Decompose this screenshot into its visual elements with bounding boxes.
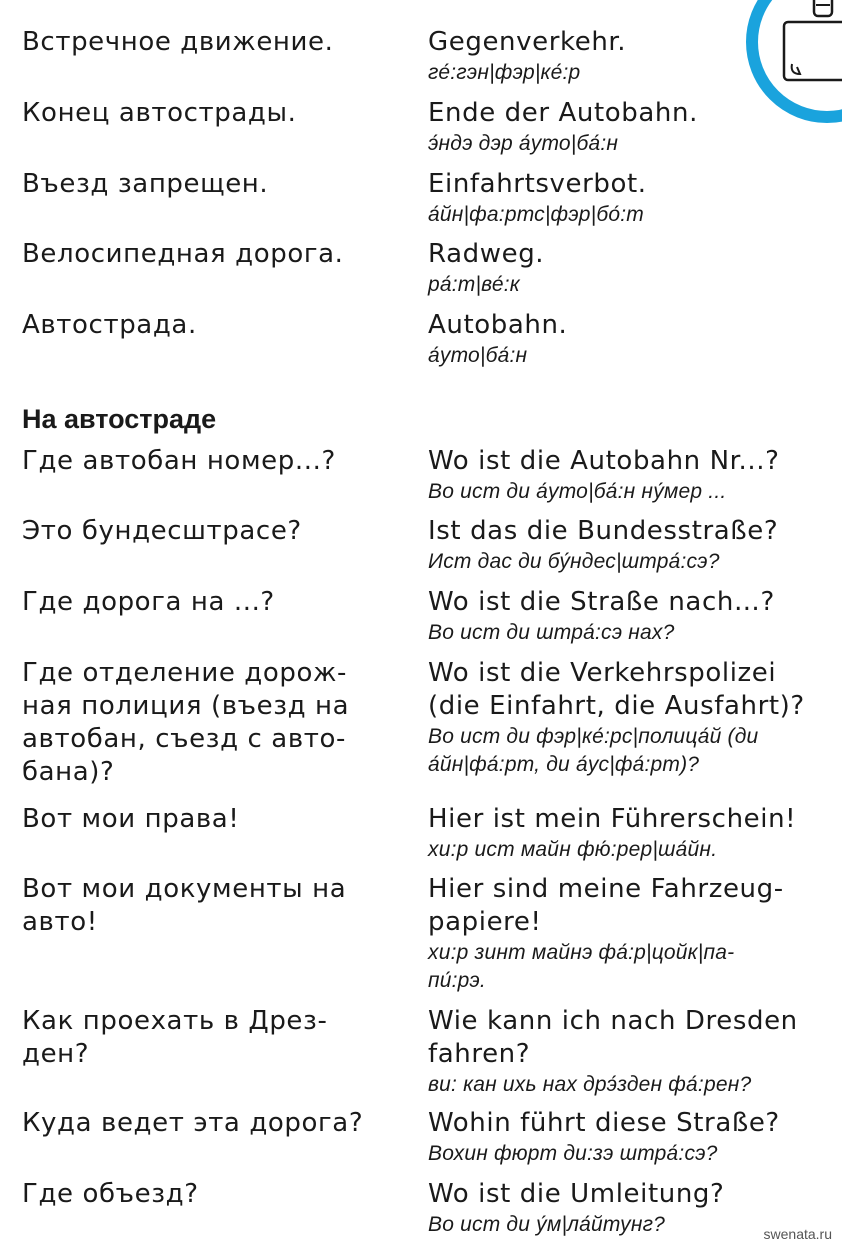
russian-phrase: Как проехать в Дрез- ден?	[22, 1006, 328, 1069]
german-phrase	[428, 873, 838, 995]
pronunciation: Во ист ди а́уто|ба́:н ну́мер ...	[428, 480, 727, 503]
german-text: Wo ist die Verkehrspolizei (die Einfahrt, die Ausfahrt)?	[428, 658, 805, 721]
pronunciation: Во ист ди штра́:сэ нах?	[428, 621, 675, 644]
russian-phrase: Автострада.	[22, 310, 197, 340]
pronunciation: Во ист ди у́м|ла́йтунг?	[428, 1213, 666, 1236]
russian-phrase: Это бундесштрасе?	[22, 516, 302, 546]
pronunciation: хи:р зинт майнэ фа́:р|цойк|па- пи́:рэ.	[428, 941, 735, 992]
russian-phrase: Где объезд?	[22, 1179, 199, 1209]
german-phrase	[428, 1107, 838, 1168]
russian-phrase: Где дорога на ...?	[22, 587, 275, 617]
pronunciation: а́йн|фа:ртс|фэр|бо́:т	[428, 203, 644, 226]
russian-phrase: Конец автострады.	[22, 98, 297, 128]
german-text: Wo ist die Autobahn Nr...?	[428, 446, 780, 476]
russian-phrase: Велосипедная дорога.	[22, 239, 344, 269]
german-text: Wo ist die Straße nach…?	[428, 587, 775, 617]
german-text: Autobahn.	[428, 310, 568, 340]
german-text: Wo ist die Umleitung?	[428, 1179, 725, 1209]
pronunciation: Во ист ди фэр|ке́:рс|полица́й (ди а́йн|фа́:рт, ди а́ус|фа́:рт)?	[428, 725, 759, 776]
russian-phrase: Где отделение дорож- ная полиция (въезд на автобан, съезд с авто- бана)?	[22, 658, 350, 787]
pronunciation: Ист дас ди бу́ндес|штра́:сэ?	[428, 550, 720, 573]
pronunciation: Вохин фюрт ди:зэ штра́:сэ?	[428, 1142, 718, 1165]
german-phrase	[428, 803, 838, 864]
german-text: Hier sind meine Fahrzeug- papiere!	[428, 874, 784, 937]
russian-phrase: Вот мои права!	[22, 804, 240, 834]
german-text: Ist das die Bundesstraße?	[428, 516, 779, 546]
german-phrase	[428, 515, 838, 576]
road-sign-icon	[742, 0, 842, 130]
pronunciation: а́уто|ба́:н	[428, 344, 528, 367]
russian-phrase: Где автобан номер...?	[22, 446, 336, 476]
german-phrase	[428, 238, 838, 299]
pronunciation: ра́:т|ве́:к	[428, 273, 520, 296]
russian-phrase: Куда ведет эта дорога?	[22, 1108, 364, 1138]
pronunciation: хи:р ист майн фю́:рер|ша́йн.	[428, 838, 718, 861]
pronunciation: ви: кан ихь нах дрэ́зден фа́:рен?	[428, 1073, 752, 1096]
pronunciation: э́ндэ дэр а́уто|ба́:н	[428, 132, 619, 155]
german-text: Wohin führt diese Straße?	[428, 1108, 780, 1138]
german-phrase	[428, 168, 838, 229]
german-phrase	[428, 657, 838, 779]
russian-phrase: Въезд запрещен.	[22, 169, 269, 199]
german-text: Wie kann ich nach Dresden fahren?	[428, 1006, 798, 1069]
german-text: Radweg.	[428, 239, 545, 269]
section-heading: На автостраде	[22, 404, 217, 434]
german-text: Gegenverkehr.	[428, 27, 627, 57]
german-phrase	[428, 1005, 838, 1099]
german-text: Ende der Autobahn.	[428, 98, 698, 128]
russian-phrase: Вот мои документы на авто!	[22, 874, 347, 937]
german-phrase	[428, 445, 838, 506]
german-phrase	[428, 586, 838, 647]
german-text: Einfahrtsverbot.	[428, 169, 647, 199]
german-text: Hier ist mein Führerschein!	[428, 804, 797, 834]
pronunciation: ге́:гэн|фэр|ке́:р	[428, 61, 581, 84]
german-phrase	[428, 309, 838, 370]
russian-phrase: Встречное движение.	[22, 27, 334, 57]
watermark: swenata.ru	[763, 1226, 832, 1242]
